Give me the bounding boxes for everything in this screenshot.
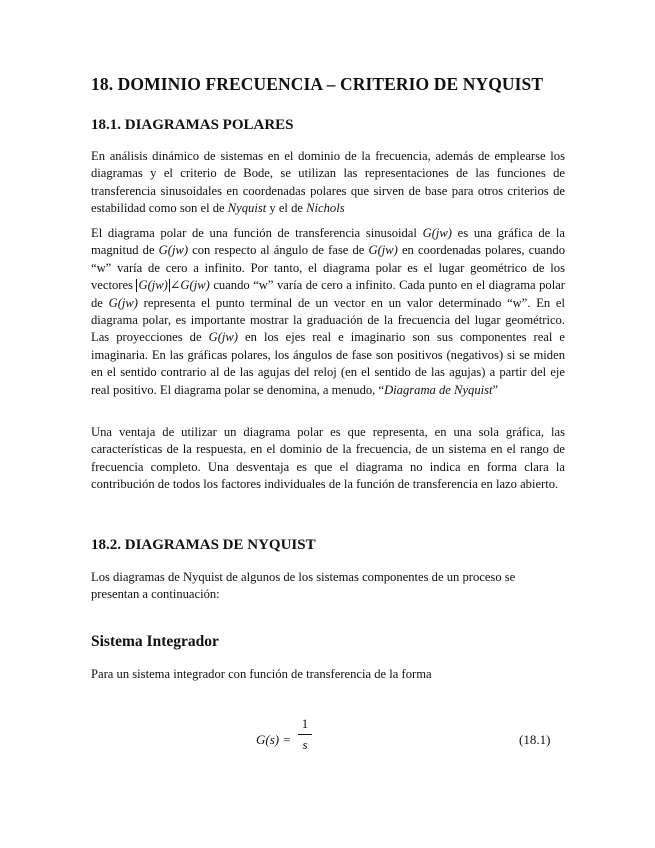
equation-denominator: s: [302, 737, 308, 752]
section-heading-polares: 18.1. DIAGRAMAS POLARES: [91, 117, 294, 133]
equation-lhs: G(s) =: [256, 732, 292, 747]
angle-expression: ∠G(jw): [169, 278, 210, 293]
paragraph-advantage: Una ventaja de utilizar un diagrama polar es que representa, en una sola gráfica, las características de la respuesta, en el dominio de la frecuencia, de un sistema en el rango de frecuencia completo. Una desventaja es que el diagrama no indica en forma clara la contribución de todos los factores individuales de la función de transferencia en lazo abierto.: [91, 425, 565, 492]
equation-18-1: [240, 716, 570, 766]
paragraph-components: Los diagramas de Nyquist de algunos de los sistemas componentes de un proceso se presentan a continuación:: [91, 570, 516, 602]
chapter-title: 18. DOMINIO FRECUENCIA – CRITERIO DE NYQUIST: [91, 74, 544, 94]
equation-numerator: 1: [301, 716, 309, 731]
subheading-integrador: Sistema Integrador: [91, 633, 219, 650]
fraction-bar: [298, 734, 312, 735]
section-heading-nyquist: 18.2. DIAGRAMAS DE NYQUIST: [91, 537, 316, 553]
equation-number: (18.1): [519, 732, 551, 747]
paragraph-integrador: Para un sistema integrador con función de transferencia de la forma: [91, 667, 432, 681]
paragraph-polar-definition: El diagrama polar de una función de transferencia sinusoidal G(jw) es una gráfica de la magnitud de G(jw) con respecto al ángulo de fase de G(jw) en coordenadas polares, cuando “w” varía de cero a infinito. Por tanto, el diagrama polar es el lugar geométrico de los vectores G(jw) ∠G(jw) cuando “w” varía de cero a infinito. Cada punto en el diagrama polar de G(jw) representa el punto terminal de un vector en un valor determinado “w”. En el diagrama polar, es importante mostrar la graduación de la frecuencia del lugar geométrico. Las proyecciones de G(jw) en los ejes real e imaginario son sus componentes real e imaginaria. En las gráficas polares, los ángulos de fase son positivos (negativos) si se miden en el sentido contrario al de las agujas del reloj (en el sentido de las agujas) a partir del eje real positivo. El diagrama polar se denomina, a menudo, “Diagrama de Nyquist”: [91, 226, 566, 397]
magnitude-expression: G(jw): [138, 278, 168, 293]
paragraph-intro: En análisis dinámico de sistemas en el dominio de la frecuencia, además de emplearse los diagramas y el criterio de Bode, se utilizan las representaciones de las funciones de transferencia sinusoidales en coordenadas polares que sirven de base para otros criterios de estabilidad como son el de Nyquist y el de Nichols: [91, 149, 565, 216]
equation-fraction: [298, 716, 312, 753]
